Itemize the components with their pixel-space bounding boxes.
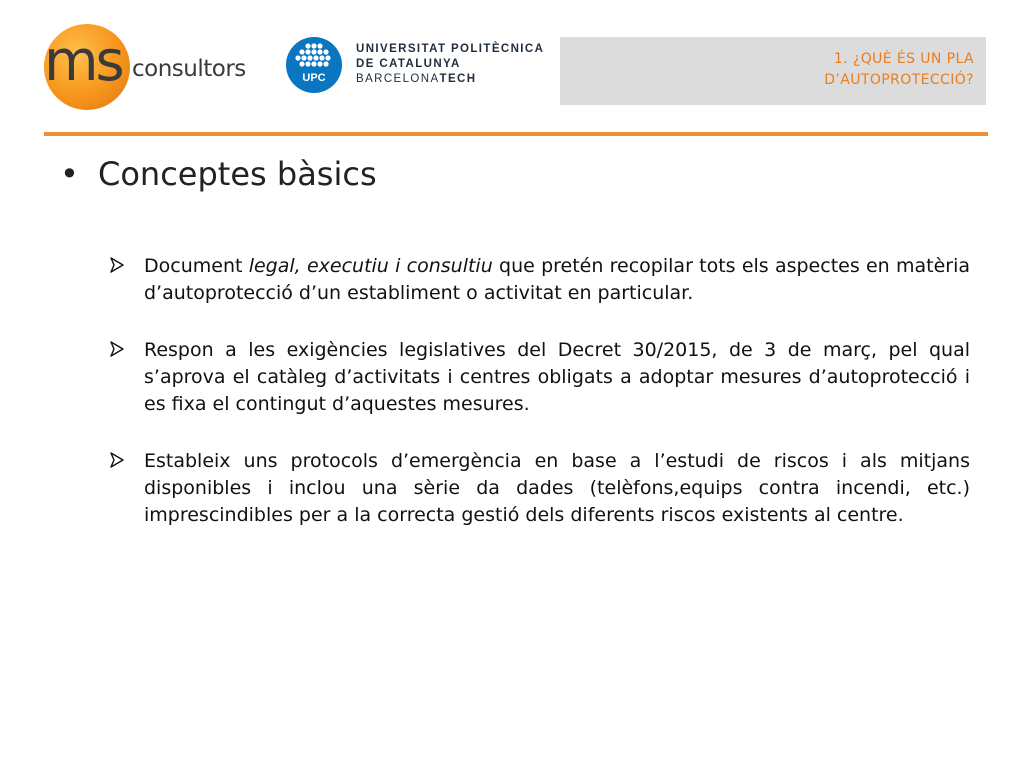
arrow-bullet-icon bbox=[110, 448, 144, 529]
list-item-text-post: que pretén recopilar tots els aspectes en matèria d’autoprotecció d’un establiment o activitat en particular. bbox=[144, 255, 971, 304]
list-item bbox=[110, 253, 970, 307]
list-item-text: Respon a les exigències legislatives del Decret 30/2015, de 3 de març, pel qual s’aprova el catàleg d’activitats i centres obligats a adoptar mesures d’autoprotecció i es fixa el contingut d’aquestes mesures. bbox=[144, 339, 970, 415]
slide-header bbox=[0, 0, 1024, 140]
section-title bbox=[824, 49, 974, 91]
list-item bbox=[110, 337, 970, 418]
upc-dots-icon bbox=[286, 37, 342, 77]
ms-logo-text: ms bbox=[44, 29, 122, 94]
upc-name bbox=[356, 42, 544, 87]
list-item-text bbox=[144, 253, 970, 307]
bullet-list bbox=[110, 253, 970, 559]
upc-name-line3 bbox=[356, 72, 544, 87]
upc-name-barcelona: BARCELONA bbox=[356, 73, 440, 85]
list-item bbox=[110, 448, 970, 529]
list-item-text: Estableix uns protocols d’emergència en base a l’estudi de riscos i als mitjans disponibles i inclou una sèrie da dades (telèfons,equips contra incendi, etc.) imprescindibles per a la correcta gestió dels diferents riscos existents al centre. bbox=[144, 450, 970, 526]
section-title-line2: D’AUTOPROTECCIÓ? bbox=[824, 72, 974, 88]
main-heading bbox=[60, 155, 377, 193]
upc-initials: UPC bbox=[302, 72, 326, 84]
upc-name-line1: UNIVERSITAT POLITÈCNICA bbox=[356, 43, 545, 55]
list-item-text-emphasis: legal, executiu i consultiu bbox=[248, 255, 493, 277]
header-divider bbox=[44, 132, 988, 136]
section-title-line1: 1. ¿QUÈ ÉS UN PLA bbox=[833, 51, 974, 67]
bullet-dot-icon: • bbox=[60, 155, 79, 193]
consultors-logo-text: consultors bbox=[132, 56, 246, 82]
arrow-bullet-icon bbox=[110, 337, 144, 418]
upc-name-tech: TECH bbox=[439, 73, 477, 85]
upc-name-line2: DE CATALUNYA bbox=[356, 58, 461, 70]
arrow-bullet-icon bbox=[110, 253, 144, 307]
section-title-box bbox=[560, 37, 986, 105]
list-item-text-pre: Document bbox=[144, 255, 249, 277]
upc-logo bbox=[286, 37, 556, 95]
main-heading-text: Conceptes bàsics bbox=[98, 155, 377, 193]
ms-consultors-logo bbox=[40, 22, 275, 112]
